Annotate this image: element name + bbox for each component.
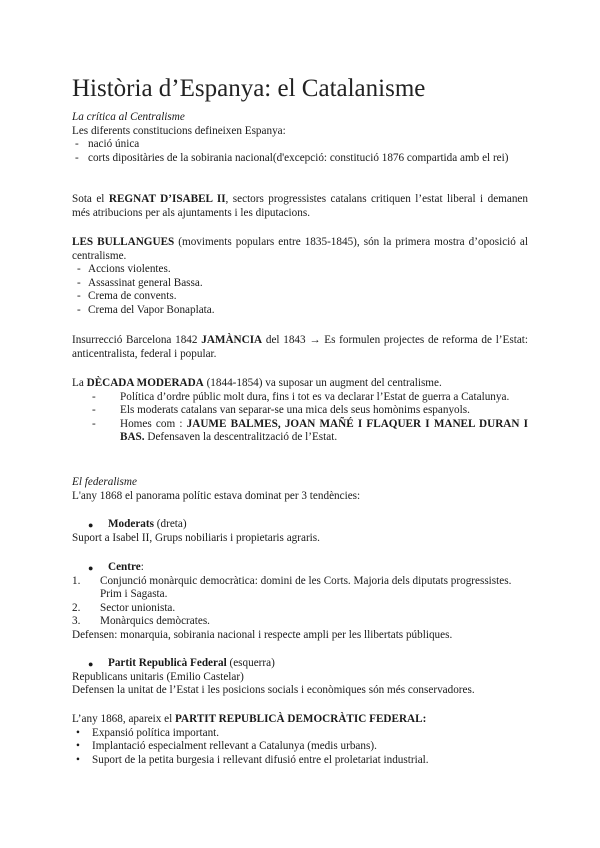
list-item-text: Sector unionista. bbox=[100, 601, 176, 614]
text: (esquerra) bbox=[226, 657, 275, 669]
numbered-item bbox=[72, 615, 528, 629]
bold-text: LES BULLANGUES bbox=[72, 236, 175, 248]
group-moderats bbox=[72, 518, 528, 545]
list-item bbox=[72, 404, 528, 418]
bullet-heading bbox=[72, 561, 528, 575]
list-item bbox=[72, 740, 528, 754]
text: : bbox=[140, 561, 144, 573]
text: del 1843 → Es formulen projectes de reforma de l’Estat: anticentralista, federal i popular. bbox=[72, 334, 528, 360]
paragraph bbox=[72, 236, 528, 263]
paragraph: Les diferents constitucions defineixen Espanya: bbox=[72, 124, 286, 137]
list-item bbox=[72, 418, 528, 445]
bullet-heading bbox=[72, 657, 528, 671]
item-number: 3. bbox=[72, 615, 81, 628]
list-item-text: nació única bbox=[88, 138, 140, 151]
list-item bbox=[72, 290, 528, 304]
list-item-text: Accions violentes. bbox=[88, 263, 171, 276]
list-item-text: Crema del Vapor Bonaplata. bbox=[88, 303, 215, 316]
bullet-dot-icon: ● bbox=[88, 659, 94, 669]
section-critica bbox=[72, 111, 528, 165]
section-bullangues bbox=[72, 236, 528, 318]
section-heading: El federalisme bbox=[72, 476, 137, 488]
list-item-text: Assassinat general Bassa. bbox=[88, 276, 203, 289]
list-item-text: Monàrquics demòcrates. bbox=[100, 615, 210, 628]
list-item-text: Política d’ordre públic molt dura, fins i tot es va declarar l’Estat de guerra a Catalunya. bbox=[120, 390, 510, 403]
list-item-text: Suport de la petita burgesia i rellevant difusió entre el proletariat industrial. bbox=[92, 753, 429, 766]
paragraph: Defensen: monarquia, sobirania nacional i respecte ampli per les llibertats públiques. bbox=[72, 628, 453, 641]
group-centre bbox=[72, 561, 528, 643]
dash-marker: - bbox=[77, 290, 81, 303]
dash-marker: - bbox=[77, 303, 81, 316]
bold-text: Centre bbox=[108, 561, 141, 573]
bullet-icon: • bbox=[76, 740, 80, 753]
list-item bbox=[72, 391, 528, 405]
bold-text: Partit Republicà Federal bbox=[108, 657, 227, 669]
paragraph: Defensen la unitat de l’Estat i les posicions socials i econòmiques són més conservadores. bbox=[72, 684, 475, 697]
bullet-heading bbox=[72, 518, 528, 532]
bullet-icon: • bbox=[76, 753, 80, 766]
dash-marker: - bbox=[92, 417, 96, 430]
list-item bbox=[72, 277, 528, 291]
paragraph: L'any 1868 el panorama polític estava dominat per 3 tendències: bbox=[72, 489, 361, 502]
item-number: 2. bbox=[72, 601, 81, 614]
item-number: 1. bbox=[72, 574, 81, 587]
list-item bbox=[72, 263, 528, 277]
list-item-text: Implantació especialment rellevant a Catalunya (medis urbans). bbox=[92, 740, 377, 753]
paragraph-isabel bbox=[72, 193, 528, 220]
bold-text: Moderats bbox=[108, 518, 154, 530]
numbered-item bbox=[72, 575, 528, 602]
bold-text: JAUME BALMES, JOAN MAÑÉ I FLAQUER I MANEL DURAN I BAS. bbox=[120, 417, 528, 444]
group-partit-republica bbox=[72, 657, 528, 698]
text: Sota el bbox=[72, 193, 109, 205]
paragraph: Suport a Isabel II, Grups nobiliaris i propietaris agraris. bbox=[72, 531, 320, 544]
list-item-text: Els moderats catalans van separar-se una mica dels seus homònims espanyols. bbox=[120, 404, 470, 417]
dash-marker: - bbox=[75, 151, 79, 164]
dash-marker: - bbox=[75, 138, 79, 151]
list-item bbox=[72, 304, 528, 318]
text: La bbox=[72, 377, 87, 389]
dash-marker: - bbox=[92, 390, 96, 403]
section-decada-moderada bbox=[72, 377, 528, 445]
list-item bbox=[72, 727, 528, 741]
dash-marker: - bbox=[77, 276, 81, 289]
bullet-dot-icon: ● bbox=[88, 563, 94, 573]
list-item-text: Expansió política important. bbox=[92, 726, 220, 739]
bullet-icon: • bbox=[76, 726, 80, 739]
list-item bbox=[72, 152, 528, 166]
paragraph-jamancia bbox=[72, 334, 528, 361]
text: Insurrecció Barcelona 1842 bbox=[72, 334, 202, 346]
text: (moviments populars entre 1835-1845), són la primera mostra d’oposició al centralisme. bbox=[72, 236, 528, 262]
bold-text: REGNAT D’ISABEL II bbox=[108, 193, 226, 205]
paragraph bbox=[72, 377, 528, 391]
dash-marker: - bbox=[77, 263, 81, 276]
page-title: Història d’Espanya: el Catalanisme bbox=[72, 75, 426, 102]
text: L’any 1868, apareix el bbox=[72, 713, 176, 725]
bold-text: PARTIT REPUBLICÀ DEMOCRÀTIC FEDERAL: bbox=[175, 713, 427, 725]
text: Homes com : bbox=[120, 417, 187, 430]
list-item-text: corts dipositàries de la sobirania nacional(d'excepció: constitució 1876 compartida amb el rei) bbox=[88, 151, 509, 164]
list-item-text: Crema de convents. bbox=[88, 290, 177, 303]
paragraph bbox=[72, 713, 528, 727]
numbered-item bbox=[72, 602, 528, 616]
text: (dreta) bbox=[153, 518, 187, 530]
bold-text: JAMÀNCIA bbox=[201, 334, 263, 346]
list-item bbox=[72, 138, 528, 152]
text: (1844-1854) va suposar un augment del centralisme. bbox=[203, 377, 442, 389]
section-prdf bbox=[72, 713, 528, 767]
section-heading: La crítica al Centralisme bbox=[72, 111, 185, 123]
text: , sectors progressistes catalans critiquen l’estat liberal i demanen més atribucions per als ajuntaments i les diputacions. bbox=[72, 193, 528, 219]
dash-marker: - bbox=[92, 404, 96, 417]
bullet-dot-icon: ● bbox=[88, 520, 94, 530]
list-item-text: Conjunció monàrquic democràtica: domini de les Corts. Majoria dels diputats progressistes. Prim i Sagasta. bbox=[100, 574, 512, 601]
paragraph: Republicans unitaris (Emilio Castelar) bbox=[72, 670, 244, 683]
bold-text: DÈCADA MODERADA bbox=[86, 377, 204, 389]
section-federalisme bbox=[72, 476, 528, 503]
text: Defensaven la descentralització de l’Estat. bbox=[144, 431, 338, 444]
list-item bbox=[72, 754, 528, 768]
